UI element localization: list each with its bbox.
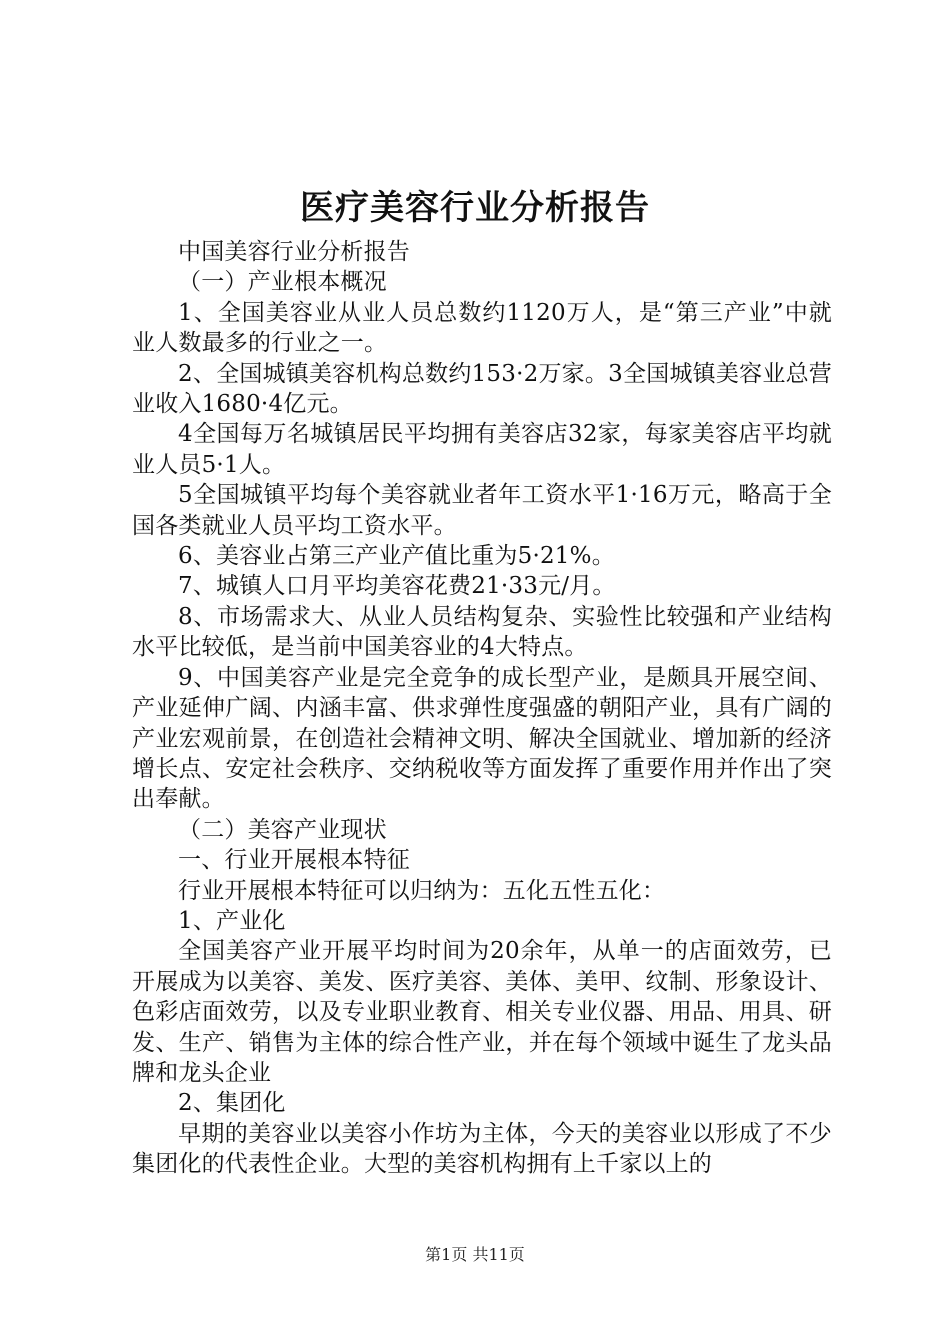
paragraph-item-2-3: 2、全国城镇美容机构总数约153·2万家。3全国城镇美容业总营业收入1680·4亿元。 <box>132 360 832 418</box>
paragraph-report-subtitle: 中国美容行业分析报告 <box>178 239 410 265</box>
paragraph-item-8: 8、市场需求大、从业人员结构复杂、实验性比较强和产业结构水平比较低，是当前中国美容业的4大特点。 <box>132 603 832 661</box>
paragraph-grouping: 早期的美容业以美容小作坊为主体，今天的美容业以形成了不少集团化的代表性企业。大型的美容机构拥有上千家以上的 <box>132 1120 832 1178</box>
paragraph-item-1: 1、全国美容业从业人员总数约1120万人，是“第三产业”中就业人数最多的行业之一。 <box>132 299 832 357</box>
paragraph-item-9: 9、中国美容产业是完全竞争的成长型产业，是颇具开展空间、产业延伸广阔、内涵丰富、供求弹性度强盛的朝阳产业，具有广阔的产业宏观前景，在创造社会精神文明、解决全国就业、增加新的经济增长点、安定社会秩序、交纳税收等方面发挥了重要作用并作出了突出奉献。 <box>132 664 832 813</box>
section-heading-overview: （一）产业根本概况 <box>178 269 387 296</box>
paragraph-features-summary: 行业开展根本特征可以归纳为：五化五性五化： <box>178 877 666 904</box>
document-title: 医疗美容行业分析报告 <box>300 188 650 228</box>
subheading-grouping: 2、集团化 <box>178 1090 286 1117</box>
page-footer: 第1页 共11页 <box>425 1245 525 1264</box>
subheading-basic-features: 一、行业开展根本特征 <box>178 847 410 874</box>
paragraph-industrialization: 全国美容产业开展平均时间为20余年，从单一的店面效劳，已开展成为以美容、美发、医疗美容、美体、美甲、纹制、形象设计、色彩店面效劳，以及专业职业教育、相关专业仪器、用品、用具、研发、生产、销售为主体的综合性产业，并在每个领域中诞生了龙头品牌和龙头企业 <box>132 938 832 1086</box>
paragraph-item-5: 5全国城镇平均每个美容就业者年工资水平1·16万元，略高于全国各类就业人员平均工资水平。 <box>132 482 832 539</box>
document-body <box>132 237 832 1180</box>
subheading-industrialization: 1、产业化 <box>178 907 286 934</box>
paragraph-item-4: 4全国每万名城镇居民平均拥有美容店32家，每家美容店平均就业人员5·1人。 <box>132 421 832 478</box>
paragraph-item-6: 6、美容业占第三产业产值比重为5·21%。 <box>178 543 615 570</box>
section-heading-status: （二）美容产业现状 <box>178 816 387 843</box>
paragraph-item-7: 7、城镇人口月平均美容花费21·33元/月。 <box>178 573 616 600</box>
